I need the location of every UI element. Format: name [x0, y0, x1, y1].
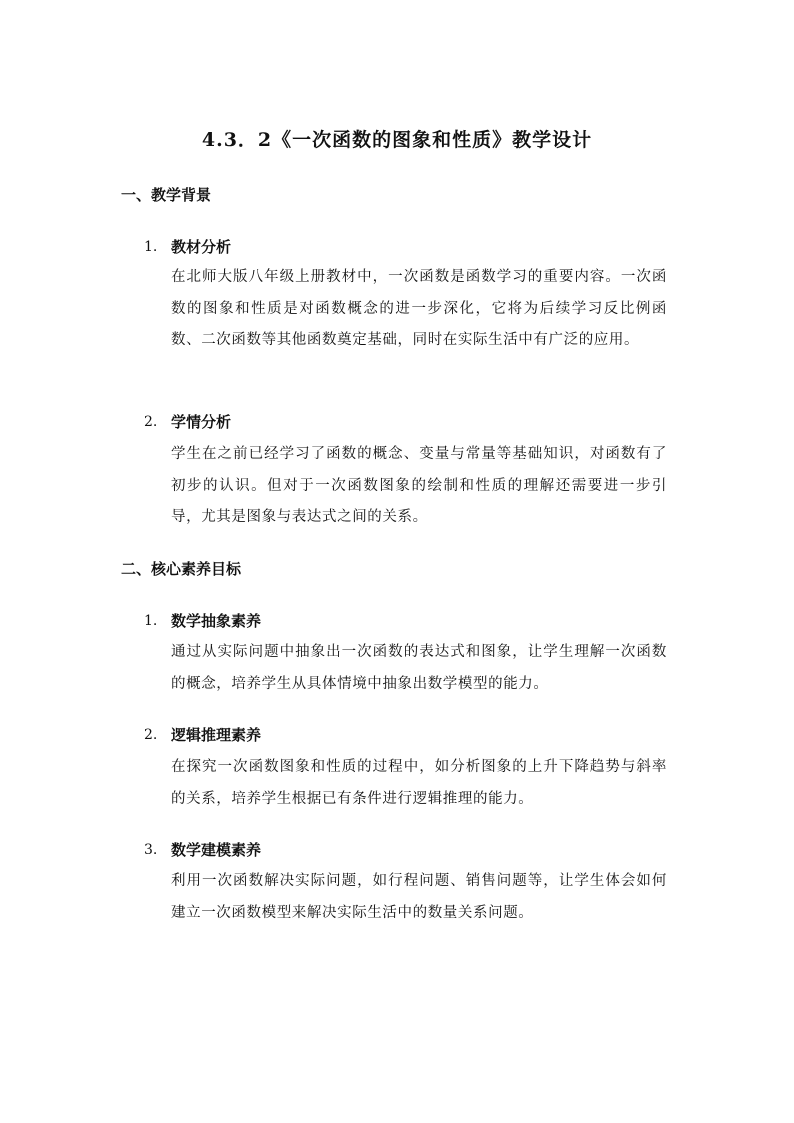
- section-heading-background: 一、教学背景: [121, 186, 212, 204]
- item-title-math-modeling: 数学建模素养: [171, 841, 262, 859]
- item-number: 2.: [144, 414, 158, 430]
- item-body-logical-reasoning: 在探究一次函数图象和性质的过程中，如分析图象的上升下降趋势与斜率的关系，培养学生根据已有条件进行逻辑推理的能力。: [171, 759, 667, 807]
- item-body-math-modeling: 利用一次函数解决实际问题，如行程问题、销售问题等，让学生体会如何建立一次函数模型来解决实际生活中的数量关系问题。: [171, 873, 667, 921]
- item-title-student-analysis: 学情分析: [171, 413, 232, 431]
- item-title-logical-reasoning: 逻辑推理素养: [171, 726, 262, 744]
- item-title-textbook-analysis: 教材分析: [171, 238, 232, 256]
- section-heading-core-literacy: 二、核心素养目标: [121, 560, 242, 578]
- item-number: 1.: [144, 239, 158, 255]
- item-body-math-abstraction: 通过从实际问题中抽象出一次函数的表达式和图象，让学生理解一次函数的概念，培养学生从具体情境中抽象出数学模型的能力。: [171, 644, 667, 692]
- document-title: 4.3．2《一次函数的图象和性质》教学设计: [201, 129, 593, 151]
- item-title-math-abstraction: 数学抽象素养: [171, 612, 262, 630]
- item-body-textbook-analysis: 在北师大版八年级上册教材中，一次函数是函数学习的重要内容。一次函数的图象和性质是对函数概念的进一步深化，它将为后续学习反比例函数、二次函数等其他函数奠定基础，同时在实际生活中有广泛的应用。: [171, 269, 667, 348]
- item-number: 1.: [144, 613, 158, 629]
- item-number: 2.: [144, 727, 158, 743]
- item-body-student-analysis: 学生在之前已经学习了函数的概念、变量与常量等基础知识，对函数有了初步的认识。但对于一次函数图象的绘制和性质的理解还需要进一步引导，尤其是图象与表达式之间的关系。: [171, 446, 667, 525]
- item-number: 3.: [144, 842, 158, 858]
